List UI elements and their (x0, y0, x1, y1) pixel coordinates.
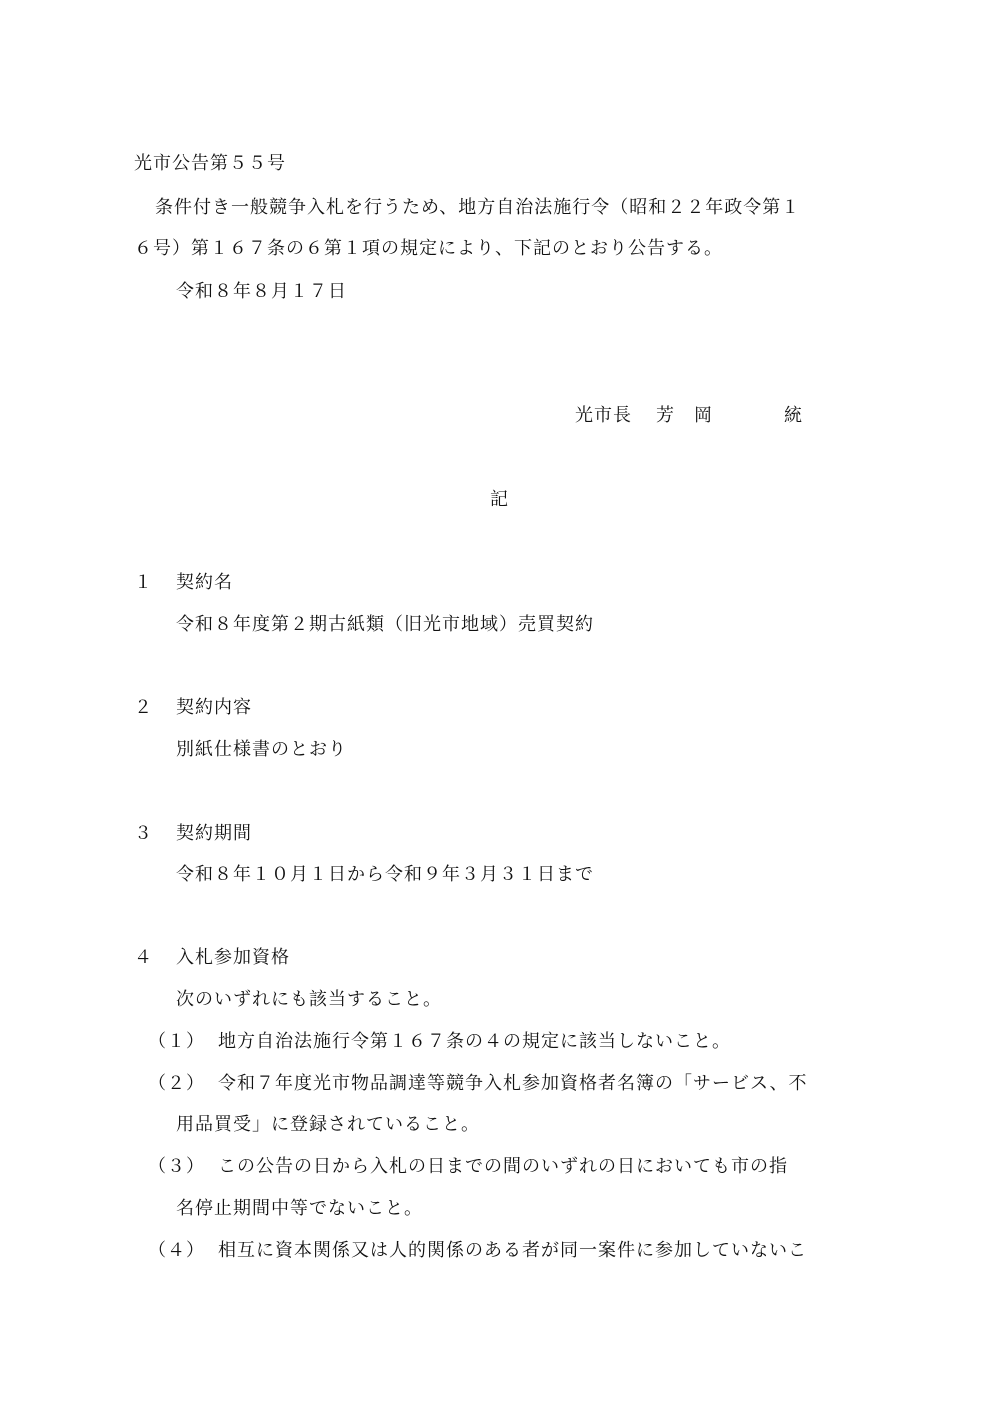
section-title: 契約期間 (176, 823, 252, 844)
signatory-surname: 芳 岡 (656, 405, 713, 426)
ki-heading: 記 (490, 489, 509, 510)
item-text-continued: 名停止期間中等でないこと。 (176, 1198, 423, 1219)
notice-number: 光市公告第５５号 (134, 153, 286, 174)
section-body: 次のいずれにも該当すること。 (176, 989, 442, 1010)
section-number: ４ (134, 947, 153, 968)
item-text: 相互に資本関係又は人的関係のある者が同一案件に参加していないこ (218, 1240, 807, 1261)
item-text: 地方自治法施行令第１６７条の４の規定に該当しないこと。 (218, 1031, 731, 1052)
preamble-line-2: ６号）第１６７条の６第１項の規定により、下記のとおり公告する。 (134, 238, 723, 259)
signatory-given-name: 統 (784, 405, 803, 426)
section-number: ２ (134, 697, 153, 718)
section-number: １ (134, 572, 153, 593)
section-body: 別紙仕様書のとおり (176, 739, 347, 760)
item-text-continued: 用品買受」に登録されていること。 (176, 1114, 480, 1135)
section-body: 令和８年度第２期古紙類（旧光市地域）売買契約 (176, 614, 594, 635)
section-title: 契約名 (176, 572, 233, 593)
item-number: （３） (148, 1156, 205, 1177)
notice-date: 令和８年８月１７日 (176, 281, 347, 302)
item-text: この公告の日から入札の日までの間のいずれの日においても市の指 (218, 1156, 788, 1177)
section-title: 契約内容 (176, 697, 252, 718)
section-number: ３ (134, 823, 153, 844)
signatory-title: 光市長 (575, 405, 632, 426)
item-text: 令和７年度光市物品調達等競争入札参加資格者名簿の「サービス、不 (218, 1073, 808, 1094)
section-title: 入札参加資格 (176, 947, 290, 968)
item-number: （１） (148, 1031, 205, 1052)
item-number: （２） (148, 1073, 205, 1094)
section-body: 令和８年１０月１日から令和９年３月３１日まで (176, 864, 594, 885)
preamble-line-1: 条件付き一般競争入札を行うため、地方自治法施行令（昭和２２年政令第１ (155, 197, 801, 218)
item-number: （４） (148, 1240, 205, 1261)
